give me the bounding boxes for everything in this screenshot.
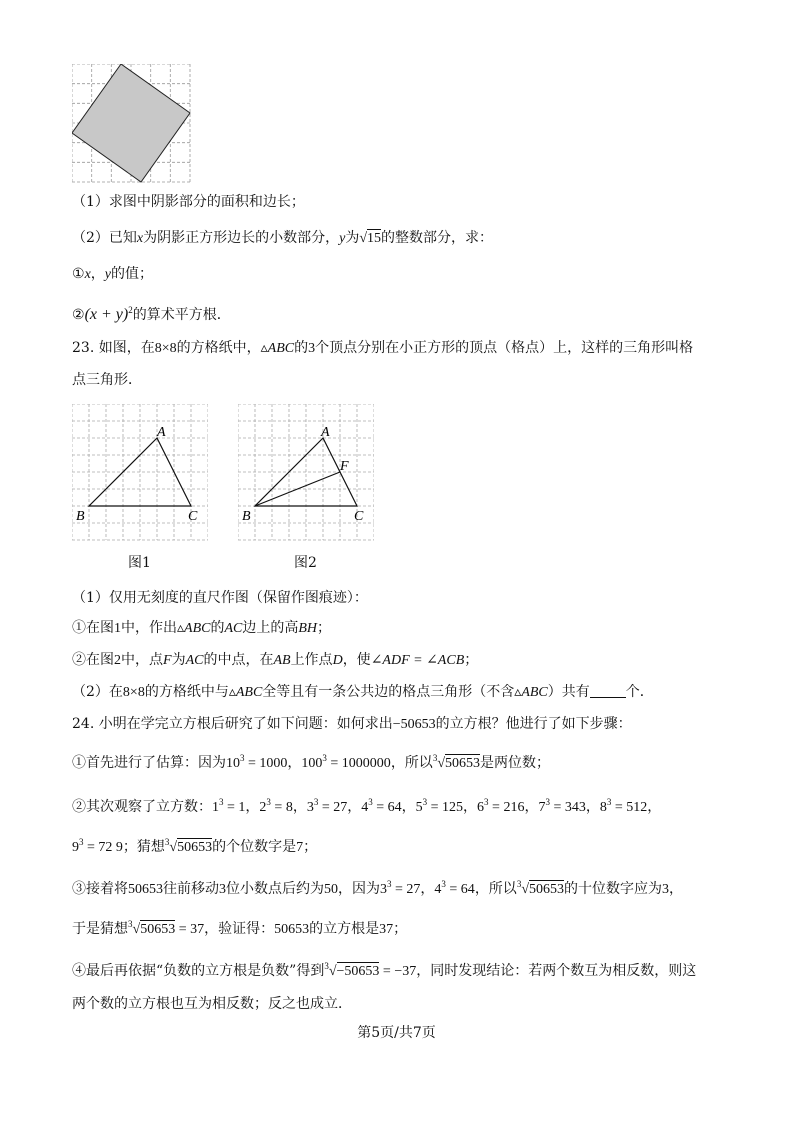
- text: 的立方根？他进行了如下步骤：: [435, 716, 632, 732]
- point-d: D: [332, 653, 343, 668]
- cube-value: 8: [285, 800, 293, 815]
- cube-value: 64: [387, 800, 402, 815]
- radicand: 50653: [177, 840, 213, 855]
- equals: =: [549, 800, 565, 815]
- exponent: 3: [79, 837, 84, 847]
- text: ①首先进行了估算：因为: [72, 755, 226, 771]
- num: 4: [434, 882, 442, 897]
- text: ②: [72, 307, 85, 323]
- text: 位小数点后约为: [226, 881, 324, 897]
- equals: =: [372, 800, 388, 815]
- num: = 37: [175, 922, 205, 937]
- cube-root: $^3$√50653: [164, 837, 213, 855]
- text: （2）在: [72, 684, 123, 700]
- separator: ，: [245, 799, 260, 815]
- shaded-square-figure: [72, 64, 192, 184]
- num: −50653: [392, 717, 436, 732]
- exponent: 2: [128, 305, 133, 315]
- num: = −37: [379, 964, 417, 979]
- equals: =: [488, 800, 504, 815]
- text: 个顶点分别在小正方形的顶点（格点）上，这样的三角形叫格: [315, 340, 694, 356]
- radicand: −50653: [336, 964, 380, 979]
- q23-part1: [72, 588, 368, 608]
- text: ④最后再依据“负数的立方根是负数”得到: [72, 963, 325, 979]
- num: 10: [226, 756, 240, 771]
- q24-intro: [72, 714, 632, 735]
- text: （2）已知: [72, 230, 137, 246]
- q22-part2: [72, 228, 493, 249]
- q22-sub2: [72, 300, 231, 325]
- num: = 1000: [244, 756, 288, 771]
- num: 9: [72, 840, 79, 855]
- segment-ac: AC: [185, 653, 204, 668]
- sqrt-15: √15: [359, 231, 382, 246]
- label-b: B: [76, 509, 85, 524]
- text: ，所以: [474, 881, 517, 897]
- shaded-square: [72, 64, 190, 182]
- figure-2: [238, 404, 374, 544]
- cube-base: 1: [212, 800, 219, 815]
- text: ③接着将: [72, 881, 128, 897]
- num: 100: [301, 756, 323, 771]
- num: 50: [324, 882, 338, 897]
- cube-root: $^3$√50653: [432, 753, 480, 771]
- q23-sub2: [72, 650, 478, 671]
- text: 的方格纸中，: [176, 340, 261, 356]
- separator: ，: [347, 799, 362, 815]
- cube-value: 343: [564, 800, 586, 815]
- radicand: 50653: [529, 882, 564, 897]
- cube-value: 125: [442, 800, 464, 815]
- equals: =: [427, 800, 443, 815]
- text: 点三角形．: [72, 372, 142, 388]
- q24-step3: [72, 874, 683, 900]
- exponent: 3: [545, 797, 550, 807]
- text: ，: [669, 881, 683, 897]
- cube-base: 3: [306, 800, 314, 815]
- cube-equation: [361, 797, 402, 815]
- text: 为: [171, 652, 186, 668]
- root-index: 3: [516, 879, 522, 889]
- radicand: 50653: [445, 756, 480, 771]
- text: ；: [303, 839, 318, 855]
- separator: ，: [463, 799, 478, 815]
- grid-size: 8×8: [154, 341, 177, 356]
- cube-equation: [415, 797, 464, 815]
- equals: =: [318, 800, 334, 815]
- text: ，同时发现结论：若两个数互为相反数，则这: [416, 963, 697, 979]
- text: 的值；: [111, 266, 153, 282]
- separator: ，: [585, 799, 600, 815]
- text: 往前移动: [163, 881, 219, 897]
- q24-step2: [72, 792, 661, 818]
- figure-1: [72, 404, 208, 544]
- page-footer: 第5页/共7页: [357, 1025, 436, 1041]
- text: ，: [287, 755, 302, 771]
- q23-sub1: [72, 618, 331, 639]
- q23-line1: [72, 338, 693, 359]
- exponent: 3: [422, 797, 428, 807]
- cube-root: $^3$√50653: [128, 919, 176, 937]
- text: ，验证得：: [204, 921, 275, 937]
- expr-x-plus-y: (x + y): [84, 306, 129, 323]
- cube-base: 5: [415, 800, 423, 815]
- fig2-caption: 图2: [294, 555, 317, 571]
- grid-size: 8×8: [122, 685, 145, 700]
- text: 23. 如图，在: [72, 340, 155, 356]
- label-c: C: [354, 509, 364, 524]
- exponent: 3: [368, 797, 373, 807]
- cube-equation: [477, 797, 525, 815]
- triangle-abc: ▵ABC: [260, 341, 295, 356]
- text: ，因为: [338, 881, 380, 897]
- text: 的方格纸中与: [144, 684, 229, 700]
- num: 3: [308, 341, 316, 356]
- fig1-caption: 图1: [128, 555, 151, 571]
- equals: =: [223, 800, 239, 815]
- num: 50653: [128, 882, 163, 897]
- text: ；: [317, 620, 332, 636]
- segment-bf: [255, 472, 340, 506]
- cube-equation: [538, 797, 586, 815]
- segment-ac: AC: [224, 621, 243, 636]
- cube-root: $^3$√−50653: [324, 961, 380, 979]
- var-x: x: [136, 231, 144, 246]
- triangle-abc: ▵ABC: [514, 685, 548, 700]
- text: ，: [90, 266, 105, 282]
- cube-value: 216: [503, 800, 525, 815]
- exponent: 3: [484, 797, 489, 807]
- radicand: 15: [367, 231, 382, 246]
- triangle-abc: ▵ABC: [177, 621, 211, 636]
- exponent: 3: [219, 797, 224, 807]
- exponent: 3: [387, 879, 392, 889]
- text: 的个位数字是: [212, 839, 297, 855]
- num: 72 9: [98, 840, 123, 855]
- text: ；: [464, 652, 479, 668]
- equals: =: [83, 840, 99, 855]
- q23-line2: [72, 370, 142, 390]
- text: 两个数的立方根也互为相反数；反之也成立．: [72, 996, 352, 1012]
- text: 个．: [625, 684, 654, 700]
- text: 中，点: [121, 652, 163, 668]
- separator: ，: [401, 799, 416, 815]
- q24-step4b: [72, 994, 352, 1014]
- exponent: 3: [441, 879, 446, 889]
- root-index: 3: [164, 837, 170, 847]
- text: （1）仅用无刻度的直尺作图（保留作图痕迹）：: [72, 590, 368, 606]
- cube-equation: [306, 797, 348, 815]
- num: 37: [379, 922, 394, 937]
- cube-equation: [212, 797, 246, 815]
- var-y: y: [339, 231, 346, 246]
- point-f: F: [163, 653, 172, 668]
- text: ，: [420, 881, 435, 897]
- num: = 27: [391, 882, 421, 897]
- num: 50653: [274, 922, 310, 937]
- root-index: 3: [432, 753, 438, 763]
- num: = 64: [445, 882, 475, 897]
- var-y: y: [104, 267, 111, 282]
- text: 的: [210, 620, 225, 636]
- cube-root: $^3$√50653: [516, 879, 564, 897]
- cube-equation: [259, 797, 293, 815]
- equals: =: [611, 800, 627, 815]
- exponent: 3: [322, 753, 327, 763]
- text: ，使: [342, 652, 371, 668]
- text: ；: [393, 921, 408, 937]
- separator: ，: [647, 799, 662, 815]
- q24-step4: [72, 956, 696, 982]
- text: ②在图: [72, 652, 114, 668]
- num: 2: [114, 653, 121, 668]
- text: 的中点，在: [203, 652, 274, 668]
- text: ①: [72, 266, 85, 282]
- text: 边上的高: [242, 620, 299, 636]
- text: 的立方根是: [309, 921, 380, 937]
- label-a: A: [321, 425, 330, 440]
- cube-base: 6: [477, 800, 485, 815]
- text: ②其次观察了立方数：: [72, 799, 212, 815]
- separator: ，: [524, 799, 539, 815]
- label-b: B: [242, 509, 251, 524]
- q22-part1: [72, 192, 305, 212]
- q22-sub1: [72, 264, 153, 285]
- cube-equation: [599, 797, 648, 815]
- cube-base: 8: [599, 800, 607, 815]
- num: 3: [380, 882, 387, 897]
- q24-step3b: [72, 914, 407, 940]
- angle-equation: ∠ADF = ∠ACB: [370, 653, 465, 668]
- cube-base: 4: [361, 800, 369, 815]
- triangle-abc: ▵ABC: [228, 685, 263, 700]
- root-index: 3: [324, 961, 329, 971]
- text: ①在图: [72, 620, 114, 636]
- label-f: F: [340, 459, 349, 474]
- num: 3: [662, 882, 669, 897]
- q24-step1: [72, 748, 550, 774]
- answer-blank[interactable]: [590, 683, 626, 698]
- text: 于是猜想: [72, 921, 128, 937]
- q23-part2: [72, 682, 654, 703]
- text: 的算术平方根．: [132, 307, 231, 323]
- text: 为阴影正方形边长的小数部分，: [143, 230, 340, 246]
- separator: ，: [292, 799, 307, 815]
- text: 的十位数字应为: [564, 881, 662, 897]
- cube-value: 512: [626, 800, 648, 815]
- exponent: 3: [266, 797, 271, 807]
- root-index: 3: [128, 919, 133, 929]
- radicand: 50653: [140, 922, 176, 937]
- num: 3: [219, 882, 226, 897]
- text: 上作点: [290, 652, 333, 668]
- cube-value: 27: [333, 800, 348, 815]
- cube-list: [212, 799, 661, 815]
- segment-ab: AB: [273, 653, 291, 668]
- text: ，所以: [390, 755, 433, 771]
- exponent: 3: [606, 797, 612, 807]
- q22-part1-text: （1）求图中阴影部分的面积和边长；: [72, 194, 305, 210]
- cube-value: 1: [238, 800, 246, 815]
- text: 中，作出: [121, 620, 177, 636]
- var-x: x: [84, 267, 91, 282]
- exponent: 3: [240, 753, 245, 763]
- cube-base: 2: [259, 800, 267, 815]
- text: ；猜想: [122, 839, 165, 855]
- num: = 1000000: [326, 756, 391, 771]
- label-a: A: [157, 425, 166, 440]
- text: 是两位数；: [480, 755, 550, 771]
- exponent: 3: [313, 797, 319, 807]
- cube-base: 7: [538, 800, 546, 815]
- text: 24. 小明在学完立方根后研究了如下问题：如何求出: [72, 716, 393, 732]
- text: 全等且有一条公共边的格点三角形（不含: [262, 684, 515, 700]
- text: 的: [294, 340, 309, 356]
- label-c: C: [188, 509, 198, 524]
- num: 1: [114, 621, 121, 636]
- text: 为: [345, 230, 360, 246]
- equals: =: [270, 800, 286, 815]
- segment-bh: BH: [298, 621, 318, 636]
- num: 7: [296, 840, 304, 855]
- text: 的整数部分，求：: [381, 230, 494, 246]
- text: ）共有: [547, 684, 590, 700]
- q24-step2b: [72, 832, 317, 858]
